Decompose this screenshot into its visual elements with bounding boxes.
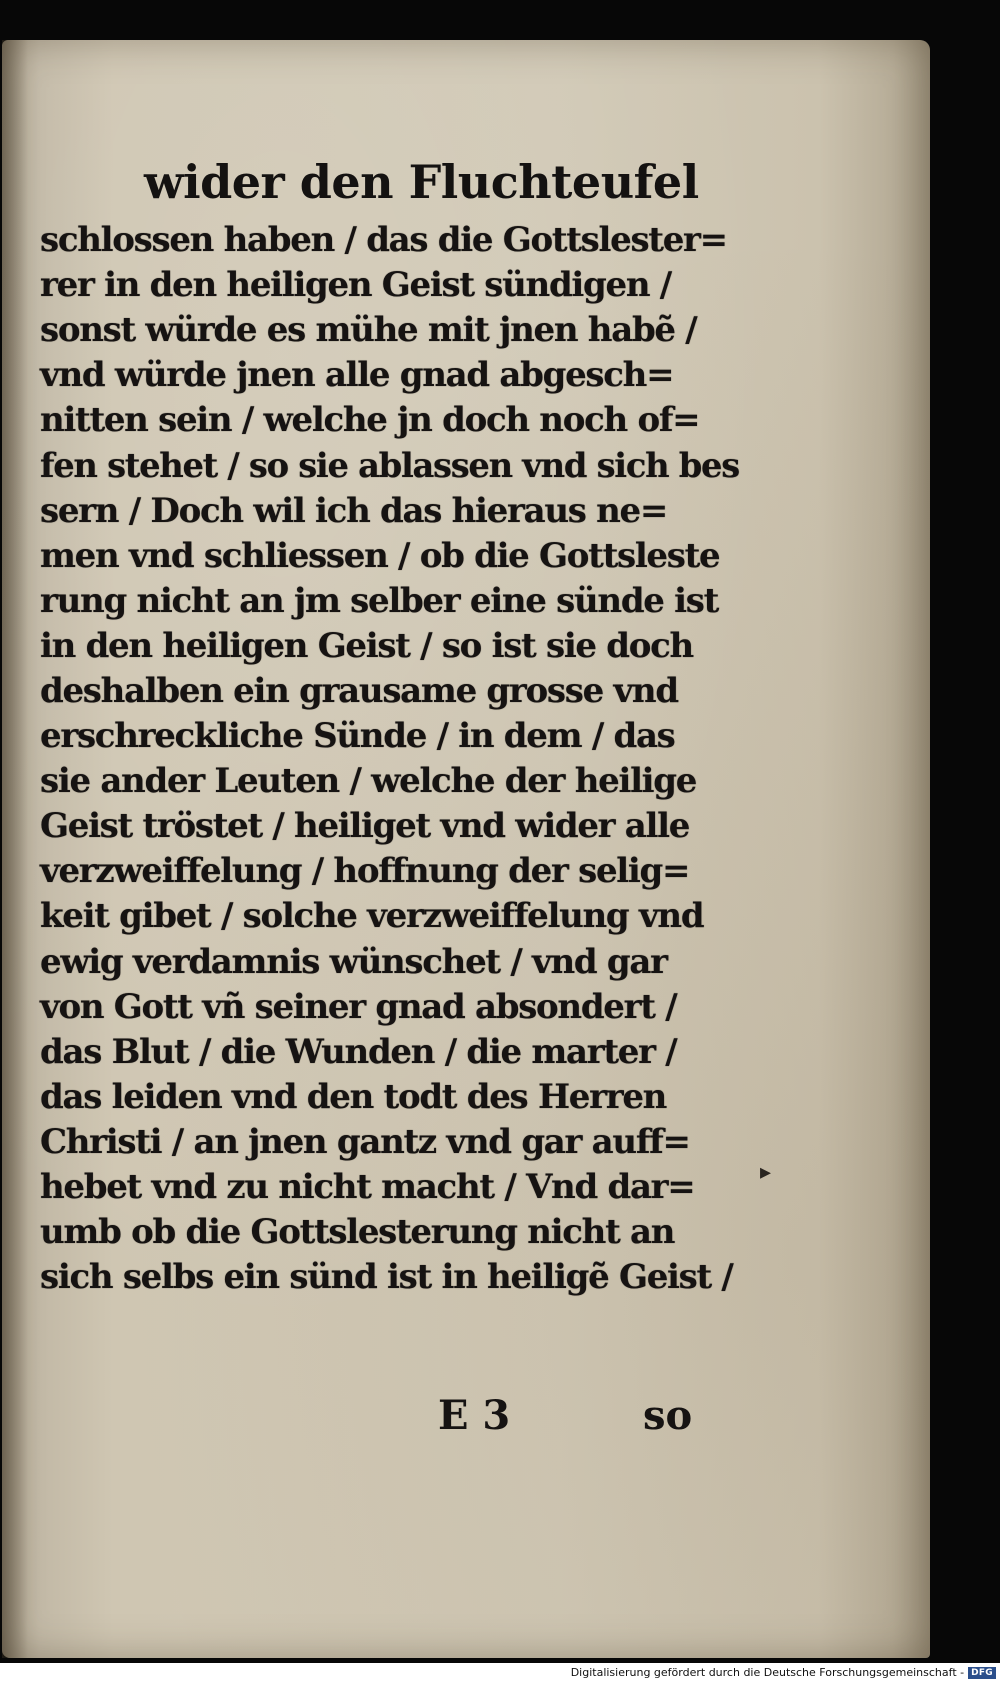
text-line: sonst würde es mühe mit jnen habẽ / [40, 310, 697, 351]
text-line: sich selbs ein sünd ist in heiligẽ Geist / [40, 1257, 733, 1298]
page-footer [438, 1392, 698, 1442]
text-line: hebet vnd zu nicht macht / Vnd dar= [40, 1166, 695, 1207]
book-page [2, 40, 930, 1658]
text-line: ewig verdamnis wünschet / vnd gar [40, 941, 667, 982]
text-line: nitten sein / welche jn doch noch of= [40, 400, 700, 441]
text-line: keit gibet / solche verzweiffelung vnd [40, 896, 704, 937]
text-line: rung nicht an jm selber eine sünde ist [40, 580, 719, 621]
text-line: rer in den heiligen Geist sündigen / [40, 265, 671, 306]
margin-mark: ▸ [760, 1160, 772, 1185]
text-line: sern / Doch wil ich das hieraus ne= [40, 490, 668, 531]
text-line: fen stehet / so sie ablassen vnd sich bes [40, 445, 739, 486]
running-head: wider den Fluchteufel [144, 155, 699, 209]
text-line: in den heiligen Geist / so ist sie doch [40, 625, 693, 666]
text-line: umb ob die Gottslesterung nicht an [40, 1212, 675, 1253]
text-line: deshalben ein grausame grosse vnd [40, 670, 678, 711]
text-line: vnd würde jnen alle gnad abgesch= [40, 355, 674, 396]
text-line: erschreckliche Sünde / in dem / das [40, 716, 675, 757]
text-line: Christi / an jnen gantz vnd gar auff= [40, 1121, 690, 1162]
text-line: verzweiffelung / hoffnung der selig= [40, 851, 690, 892]
credit-text: Digitalisierung gefördert durch die Deutsche Forschungsgemeinschaft - [570, 1666, 965, 1679]
catchword: so [643, 1392, 693, 1439]
text-line: von Gott vñ seiner gnad absondert / [40, 986, 677, 1027]
text-line: das Blut / die Wunden / die marter / [40, 1031, 677, 1072]
text-block [40, 218, 740, 1300]
text-line: sie ander Leuten / welche der heilige [40, 761, 697, 802]
text-line: das leiden vnd den todt des Herren [40, 1076, 667, 1117]
text-line: Geist tröstet / heiliget vnd wider alle [40, 806, 690, 847]
text-line: schlossen haben / das die Gottslester= [40, 220, 727, 260]
dfg-logo: DFG [968, 1667, 996, 1679]
text-line: men vnd schliessen / ob die Gottsleste [40, 535, 720, 576]
digitization-credit-bar [0, 1663, 1000, 1682]
signature-mark: E 3 [438, 1392, 511, 1439]
